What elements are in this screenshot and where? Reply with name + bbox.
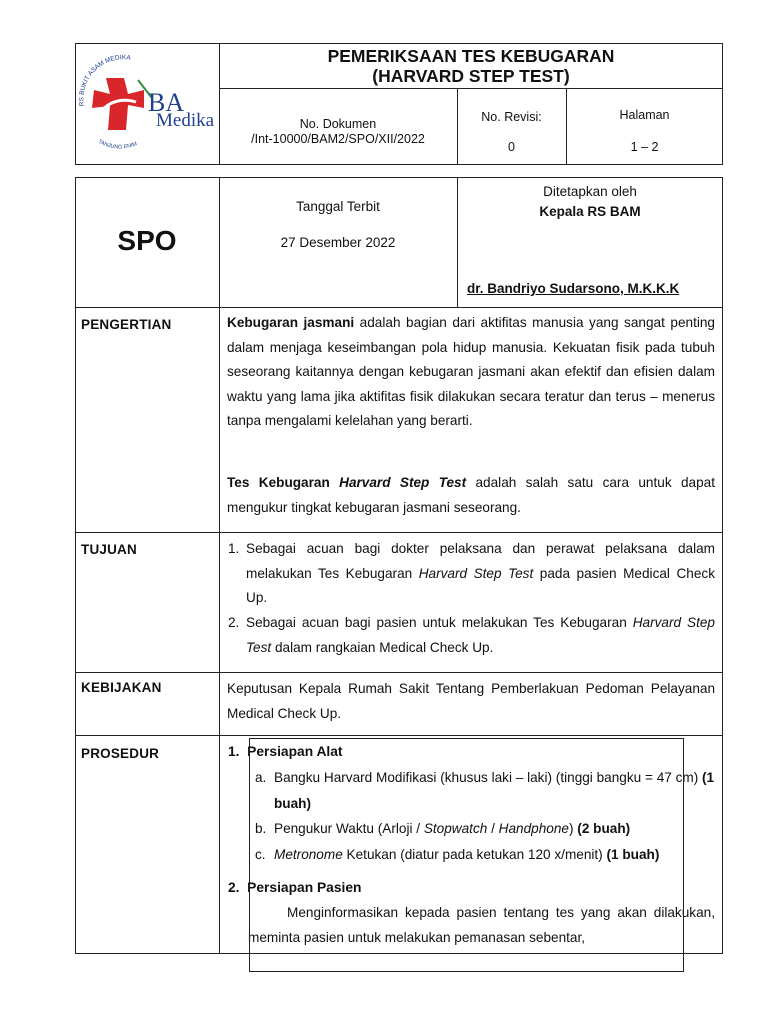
row-divider <box>75 672 723 673</box>
item-a-qty: (1 buah) <box>274 770 715 811</box>
title-line-1: PEMERIKSAAN TES KEBUGARAN <box>327 46 615 66</box>
pengertian-paragraph-1 <box>227 311 715 434</box>
item-b-italic: Stopwatch <box>423 821 488 836</box>
label-tujuan: TUJUAN <box>81 542 137 557</box>
label-prosedur: PROSEDUR <box>81 746 160 761</box>
row-divider <box>75 532 723 533</box>
main-divider <box>219 177 220 954</box>
item-letter-c: c. <box>255 847 266 862</box>
pengertian-text: adalah bagian dari aktifitas manusia yang sangat penting dalam menjaga keseimbangan pola hidup manusia. Kekuatan fisik pada tubuh seseorang kaitannya dengan kebugaran jasmani akan efektif dan efisien dalam waktu yang lama jika aktifitas fisik dilakukan secara teratur dan terus – menerus tanpa mengalami kelelahan yang berarti. <box>227 315 715 429</box>
tujuan-italic: Harvard Step Test <box>246 615 715 655</box>
page-label: Halaman <box>619 108 670 122</box>
item-b-text: Pengukur Waktu (Arloji / <box>274 821 424 836</box>
signatory-name: dr. Bandriyo Sudarsono, M.K.K.K <box>467 281 680 296</box>
logo-brand-small: Medika <box>156 110 215 131</box>
prosedur-section-2-text: Menginformasikan kepada pasien tentang tes yang akan dilakukan, meminta pasien untuk melakukan pemanasan sebentar, <box>248 905 715 945</box>
kebijakan-text: Keputusan Kepala Rumah Sakit Tentang Pemberlakuan Pedoman Pelayanan Medical Check Up. <box>227 681 715 721</box>
tujuan-text: dalam rangkaian Medical Check Up. <box>271 639 494 655</box>
item-c-text: Ketukan (diatur pada ketukan 120 x/menit) <box>342 847 607 862</box>
item-b-text: ) <box>568 821 578 836</box>
row-divider <box>75 307 723 308</box>
prosedur-section-1: 1. Persiapan Alat <box>228 744 343 759</box>
document-title <box>219 46 723 86</box>
tujuan-italic: Harvard Step Test <box>418 565 534 581</box>
header-divider <box>219 88 723 89</box>
logo-ring-top: RS BUKIT ASAM MEDIKA <box>78 54 132 107</box>
tujuan-item-2 <box>228 611 715 660</box>
red-cross-icon <box>92 78 144 130</box>
test-name-italic: Harvard Step Test <box>339 475 467 490</box>
set-by-label: Ditetapkan oleh <box>543 184 637 199</box>
hospital-logo <box>78 50 216 160</box>
annotation-rectangle <box>249 738 684 972</box>
item-letter-a: a. <box>255 770 267 785</box>
tujuan-num-1: 1. <box>228 541 240 556</box>
tujuan-text: Sebagai acuan bagi pasien untuk melakukan Tes Kebugaran <box>246 615 633 630</box>
set-by-title: Kepala RS BAM <box>539 204 641 219</box>
item-letter-b: b. <box>255 821 267 836</box>
pengertian-paragraph-2 <box>227 471 715 520</box>
doc-number-cell <box>219 117 457 147</box>
pengertian-term: Kebugaran jasmani <box>227 315 355 330</box>
item-c-qty: (1 buah) <box>606 847 660 862</box>
issue-date-label: Tanggal Terbit <box>296 199 380 214</box>
prosedur-section-2: 2. Persiapan Pasien <box>228 880 362 895</box>
page-value: 1 – 2 <box>630 140 659 154</box>
doc-number-label: No. Dokumen <box>299 117 377 131</box>
revision-label: No. Revisi: <box>481 110 542 124</box>
doc-number-value: /Int-10000/BAM2/SPO/XII/2022 <box>251 132 425 146</box>
item-b-text: / <box>487 821 499 836</box>
tujuan-num-2: 2. <box>228 615 240 630</box>
logo-brand-big: BA <box>148 88 185 117</box>
tujuan-text: pada pasien Medical Check Up. <box>246 565 716 606</box>
issue-date-value: 27 Desember 2022 <box>280 235 396 250</box>
item-a-text: Bangku Harvard Modifikasi (khusus laki – laki) (tinggi bangku = 47 cm) <box>274 770 703 785</box>
logo-ring-bottom: TANJUNG ENIM <box>96 138 139 151</box>
spo-label: SPO <box>117 225 177 256</box>
item-c-italic: Metronome <box>274 847 343 862</box>
item-b-qty: (2 buah) <box>577 821 631 836</box>
revision-value: 0 <box>508 140 515 154</box>
item-b-italic: Handphone <box>498 821 569 836</box>
test-name-bold: Tes Kebugaran <box>227 475 340 490</box>
label-pengertian: PENGERTIAN <box>81 317 172 332</box>
label-kebijakan: KEBIJAKAN <box>81 680 162 695</box>
logo-mark <box>78 50 216 160</box>
row-divider <box>75 735 723 736</box>
title-line-2: (HARVARD STEP TEST) <box>372 66 570 86</box>
test-definition: adalah salah satu cara untuk dapat mengukur tingkat kebugaran jasmani seseorang. <box>227 475 715 515</box>
tujuan-text: Sebagai acuan bagi dokter pelaksana dan perawat pelaksana dalam melakukan Tes Kebugaran <box>246 541 715 581</box>
tujuan-item-1 <box>228 537 715 611</box>
